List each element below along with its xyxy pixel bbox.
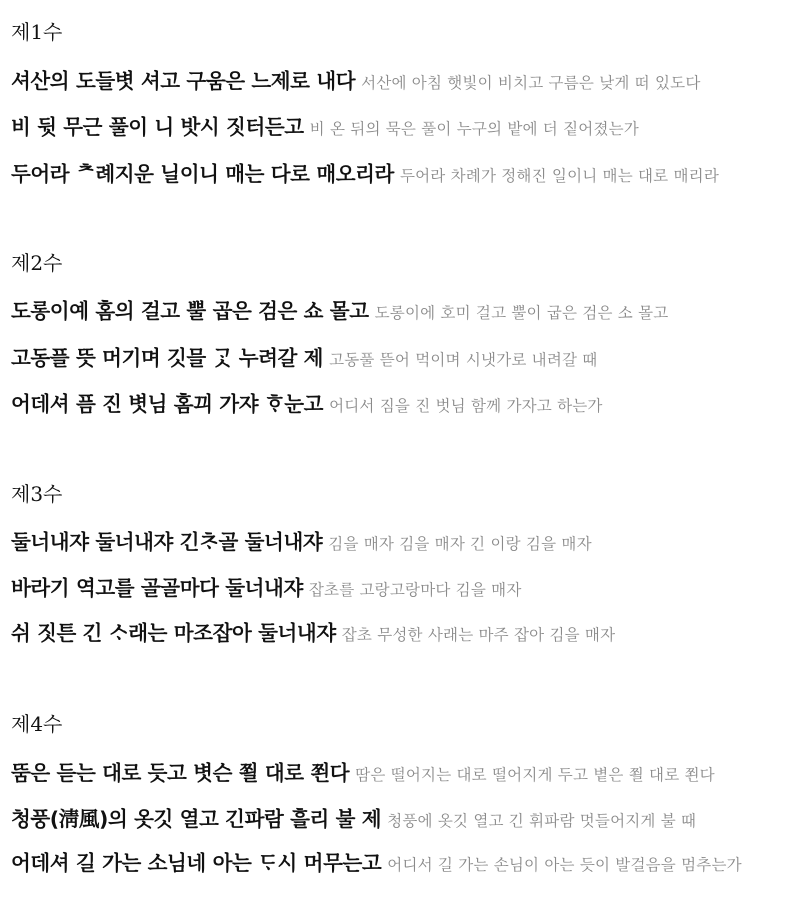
verse-line — [11, 802, 786, 832]
archaic-text: 어데셔 픔 진 볏님 홈끠 가쟈 ᄒᆞ눈고 — [11, 392, 324, 416]
verse-line — [11, 157, 786, 187]
stanza-heading: 제1수 — [11, 20, 63, 44]
archaic-text: 바라기 역고를 골골마다 둘너내쟈 — [11, 576, 303, 600]
stanza-heading: 제3수 — [11, 482, 63, 506]
verse-line — [11, 525, 786, 555]
modern-translation: 두어라 차례가 정해진 일이니 매는 대로 매리라 — [399, 167, 720, 185]
verse-line — [11, 387, 786, 417]
archaic-text: 어데셔 길 가는 소님네 아는 ᄃᆞ시 머무는고 — [11, 851, 382, 875]
modern-translation: 청풍에 옷깃 열고 긴 휘파람 멋들어지게 불 때 — [387, 812, 697, 830]
modern-translation: 땀은 떨어지는 대로 떨어지게 두고 볕은 쬘 대로 쬔다 — [355, 766, 715, 784]
modern-translation: 어디서 짐을 진 벗님 함께 가자고 하는가 — [329, 397, 603, 415]
archaic-text: 두어라 ᄎ례지운 닐이니 매는 다로 매오리라 — [11, 162, 394, 186]
verse-line — [11, 64, 786, 94]
archaic-text: 도롱이예 홈의 걸고 뿔 곱은 검은 쇼 몰고 — [11, 299, 369, 323]
archaic-text: 청풍(淸風)의 옷깃 열고 긴파람 흘리 불 제 — [11, 807, 382, 831]
modern-translation: 도롱이에 호미 걸고 뿔이 굽은 검은 소 몰고 — [374, 304, 669, 322]
modern-translation: 고동풀 뜯어 먹이며 시냇가로 내려갈 때 — [329, 351, 598, 369]
stanza-heading: 제4수 — [11, 712, 63, 736]
archaic-text: 고동플 뜻 머기며 깃믈 ᄀᆞᆺ 누려갈 제 — [11, 346, 324, 370]
archaic-text: 쉬 짓튼 긴 ᄉᆞ래는 마조잡아 둘너내쟈 — [11, 621, 336, 645]
verse-line — [11, 110, 786, 140]
verse-line — [11, 294, 786, 324]
verse-line — [11, 616, 786, 646]
modern-translation: 잡초 무성한 사래는 마주 잡아 김을 매자 — [341, 626, 616, 644]
archaic-text: 비 뒷 무근 풀이 니 밧시 짓터든고 — [11, 115, 304, 139]
verse-line — [11, 756, 786, 786]
verse-line — [11, 846, 786, 876]
archaic-text: 셔산의 도들볏 셔고 구움은 느제로 내다 — [11, 69, 356, 93]
verse-line — [11, 571, 786, 601]
verse-line — [11, 341, 786, 371]
archaic-text: 뚬은 듣는 대로 듯고 볏슨 쬘 대로 쬔다 — [11, 761, 350, 785]
modern-translation: 어디서 길 가는 손님이 아는 듯이 발걸음을 멈추는가 — [387, 856, 742, 874]
modern-translation: 비 온 뒤의 묵은 풀이 누구의 밭에 더 짙어졌는가 — [309, 120, 639, 138]
archaic-text: 둘너내쟈 둘너내쟈 긴ᄎᆞ골 둘너내쟈 — [11, 530, 323, 554]
modern-translation: 김을 매자 김을 매자 긴 이랑 김을 매자 — [328, 535, 592, 553]
stanza-heading: 제2수 — [11, 251, 63, 275]
modern-translation: 잡초를 고랑고랑마다 김을 매자 — [308, 581, 522, 599]
modern-translation: 서산에 아침 햇빛이 비치고 구름은 낮게 떠 있도다 — [361, 74, 701, 92]
